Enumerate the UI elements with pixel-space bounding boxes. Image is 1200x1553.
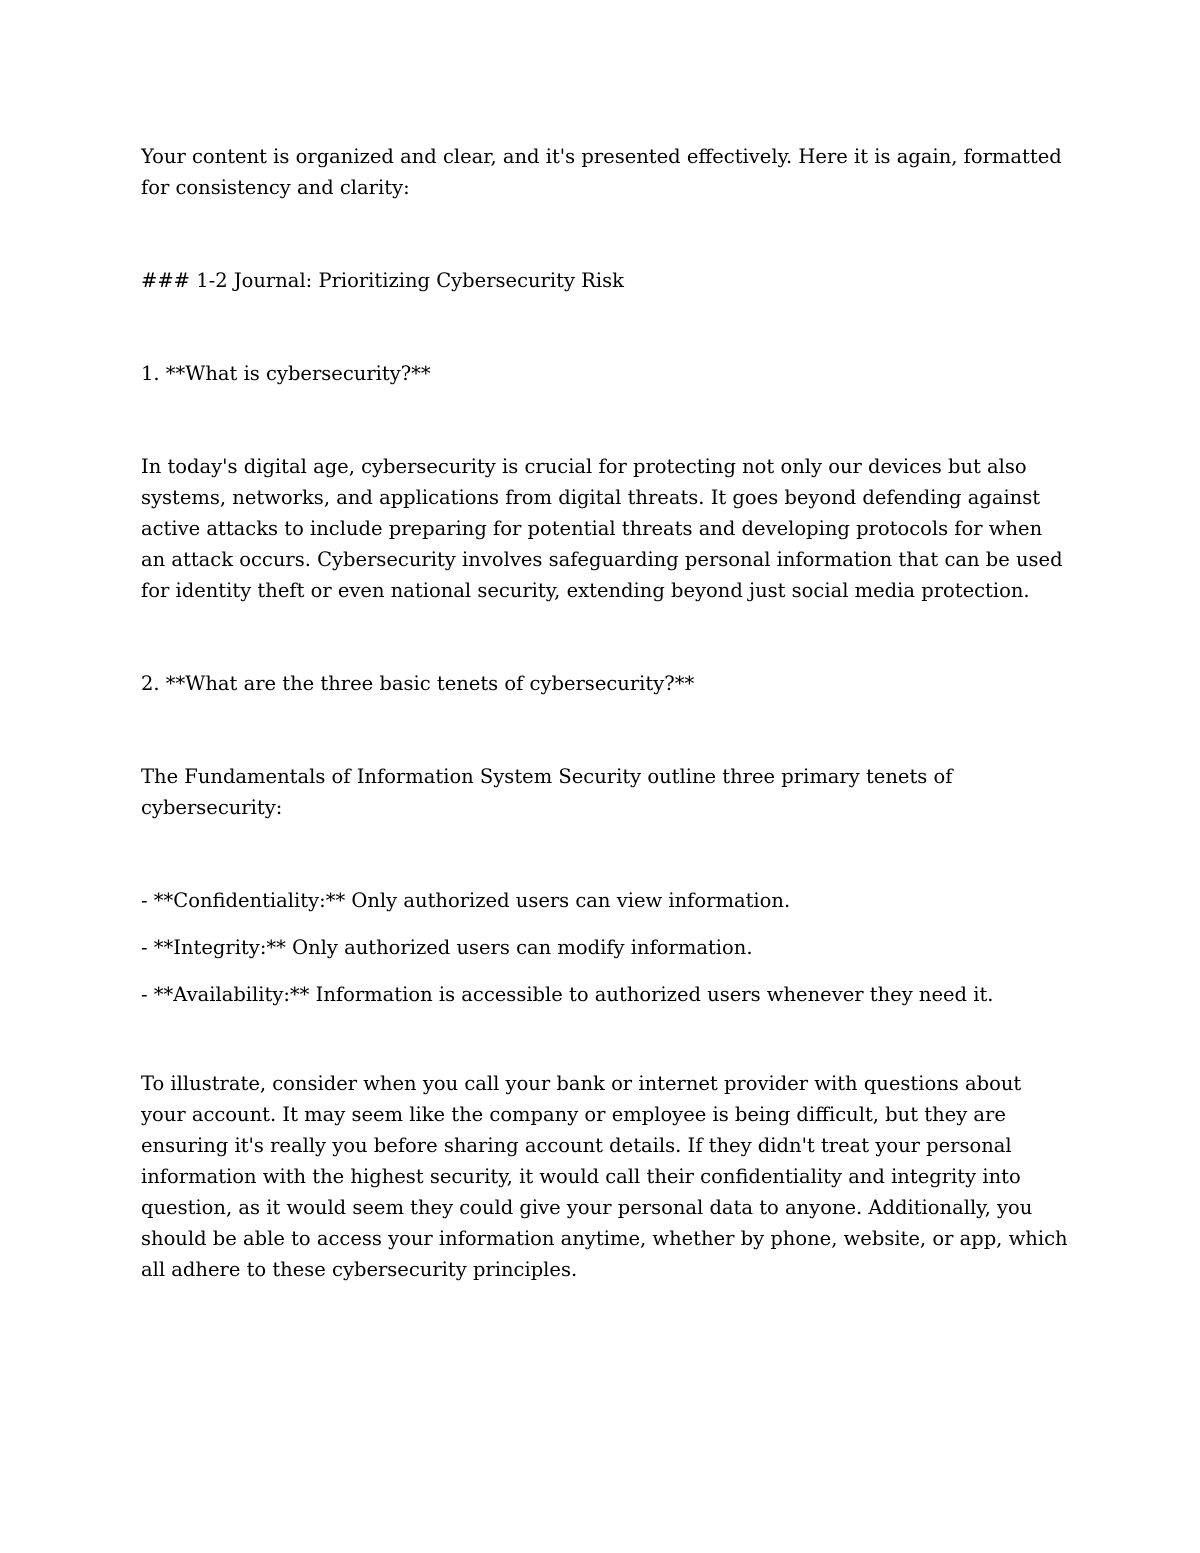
tenet-confidentiality: - **Confidentiality:** Only authorized users can view information. (141, 889, 791, 912)
tenet-integrity: - **Integrity:** Only authorized users can modify information. (141, 936, 753, 959)
tenet-availability: - **Availability:** Information is accessible to authorized users whenever they need it. (141, 983, 994, 1006)
answer-2-intro-paragraph: The Fundamentals of Information System Security outline three primary tenets of cybersecurity: (141, 765, 953, 819)
intro-paragraph: Your content is organized and clear, and it's presented effectively. Here it is again, formatted for consistency and clarity: (141, 145, 1062, 199)
question-2: 2. **What are the three basic tenets of cybersecurity?** (141, 672, 695, 695)
illustration-paragraph: To illustrate, consider when you call your bank or internet provider with questions about your account. It may seem like the company or employee is being difficult, but they are ensuring it's really you before sharing account details. If they didn't treat your personal information with the highest security, it would call their confidentiality and integrity into question, as it would seem they could give your personal data to anyone. Additionally, you should be able to access your information anytime, whether by phone, website, or app, which all adhere to these cybersecurity principles. (141, 1072, 1068, 1281)
document-body (141, 141, 1071, 1285)
answer-1-paragraph: In today's digital age, cybersecurity is crucial for protecting not only our devices but also systems, networks, and applications from digital threats. It goes beyond defending against active attacks to include preparing for potential threats and developing protocols for when an attack occurs. Cybersecurity involves safeguarding personal information that can be used for identity theft or even national security, extending beyond just social media protection. (141, 455, 1063, 602)
question-1: 1. **What is cybersecurity?** (141, 362, 431, 385)
journal-heading: ### 1-2 Journal: Prioritizing Cybersecurity Risk (141, 269, 624, 292)
